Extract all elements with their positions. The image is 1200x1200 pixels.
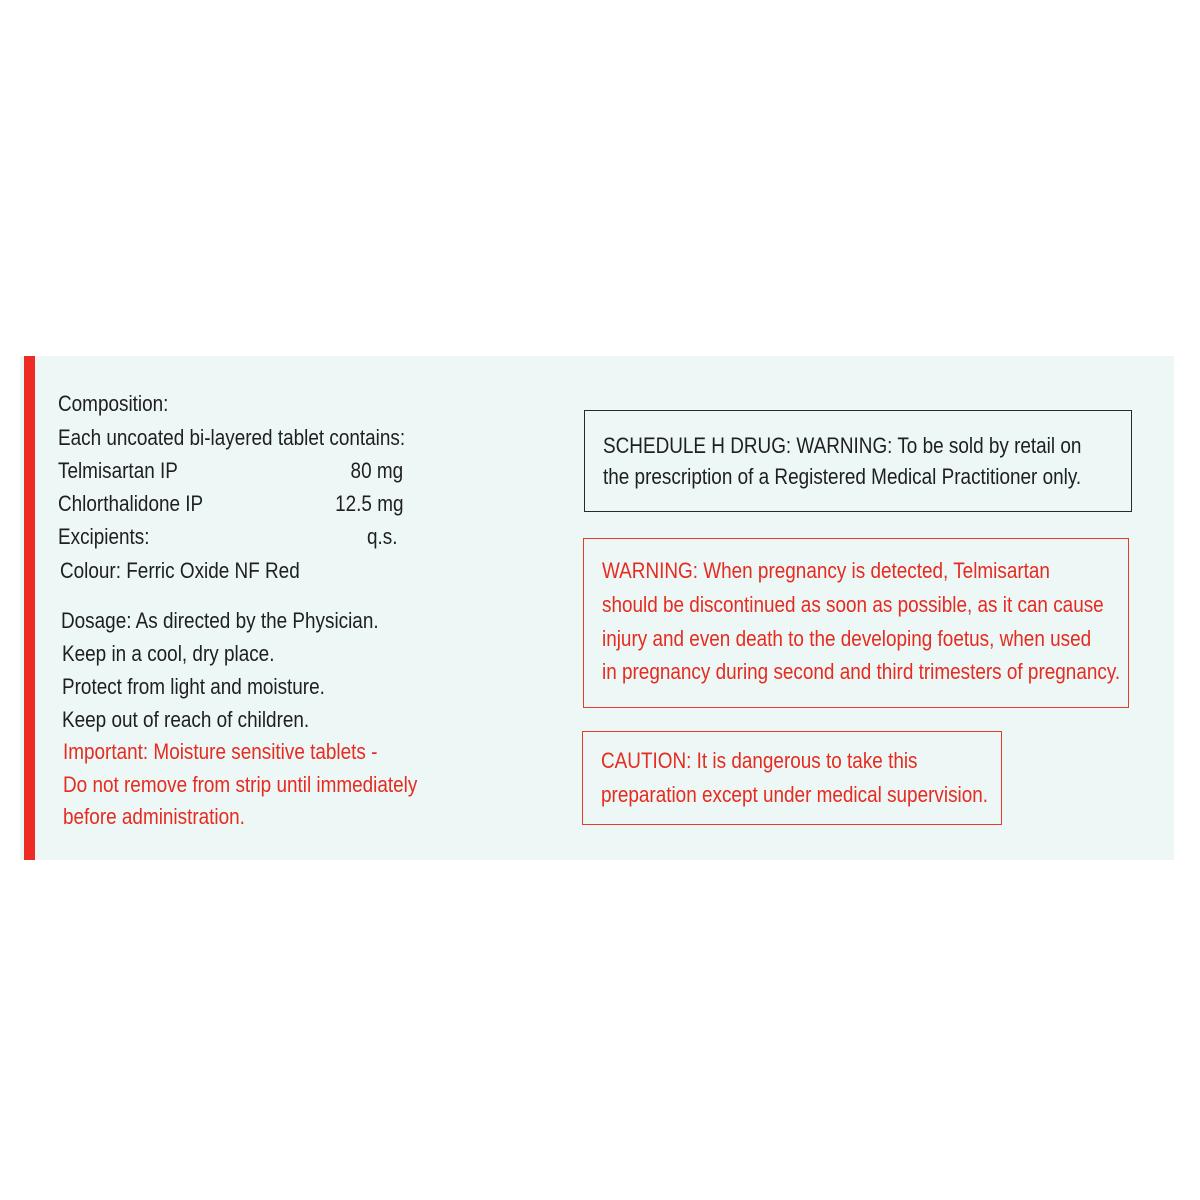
important-line-1: Important: Moisture sensitive tablets -	[63, 739, 378, 764]
caution-line-2: preparation except under medical supervision.	[601, 782, 989, 807]
composition-row-telmisartan	[58, 454, 403, 487]
schedule-h-box	[584, 410, 1132, 512]
warning-line-1: WARNING: When pregnancy is detected, Telmisartan	[602, 558, 1050, 583]
ingredient-name: Telmisartan IP	[58, 458, 178, 483]
dosage-line: Dosage: As directed by the Physician.	[61, 608, 379, 633]
caution-box	[582, 731, 1002, 825]
red-side-bar	[24, 356, 35, 860]
ingredient-name: Chlorthalidone IP	[58, 491, 204, 516]
ingredient-amount: q.s.	[366, 524, 397, 549]
composition-intro: Each uncoated bi-layered tablet contains:	[58, 425, 406, 450]
storage-line: Keep in a cool, dry place.	[62, 641, 275, 666]
pregnancy-warning-box	[583, 538, 1129, 708]
schedule-line-1: SCHEDULE H DRUG: WARNING: To be sold by retail on	[603, 433, 1082, 458]
protect-line: Protect from light and moisture.	[62, 674, 325, 699]
ingredient-amount: 12.5 mg	[334, 491, 403, 516]
important-line-3: before administration.	[63, 804, 245, 829]
composition-row-excipients	[58, 520, 403, 553]
schedule-line-2: the prescription of a Registered Medical Practitioner only.	[603, 464, 1082, 489]
composition-row-chlorthalidone	[58, 487, 403, 520]
ingredient-amount: 80 mg	[350, 458, 403, 483]
caution-line-1: CAUTION: It is dangerous to take this	[601, 748, 918, 773]
important-line-2: Do not remove from strip until immediately	[63, 772, 418, 797]
children-line: Keep out of reach of children.	[62, 707, 310, 732]
composition-heading: Composition:	[58, 391, 169, 416]
warning-line-3: injury and even death to the developing foetus, when used	[602, 626, 1092, 651]
colour-line: Colour: Ferric Oxide NF Red	[60, 558, 300, 583]
warning-line-2: should be discontinued as soon as possible, as it can cause	[602, 592, 1104, 617]
ingredient-name: Excipients:	[58, 524, 150, 549]
warning-line-4: in pregnancy during second and third trimesters of pregnancy.	[602, 659, 1121, 684]
